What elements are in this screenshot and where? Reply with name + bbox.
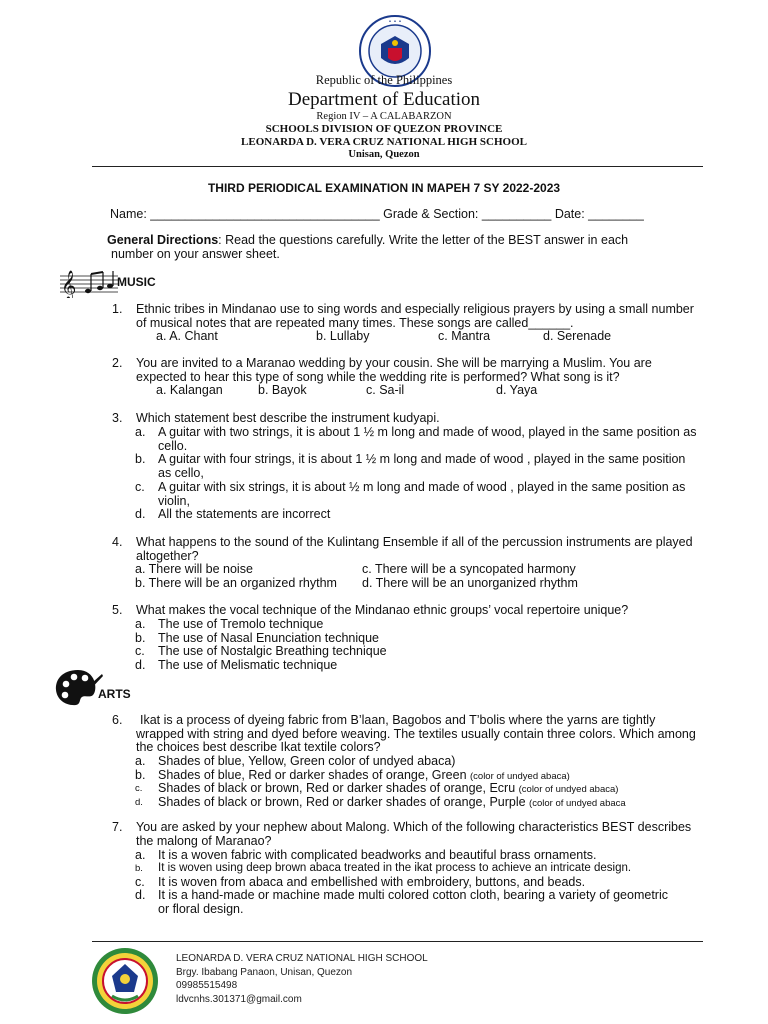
directions-text-2: number on your answer sheet.	[111, 246, 280, 261]
question-number: 1.	[112, 302, 123, 316]
question-1	[112, 303, 712, 331]
list-item	[135, 796, 715, 810]
option: c. There will be a syncopated harmony	[362, 562, 576, 576]
option: d. There will be an unorganized rhythm	[362, 576, 578, 590]
item-text: It is woven using deep brown abaca treated in the ikat process to achieve an intricate design.	[158, 862, 632, 874]
option: d. Serenade	[543, 329, 612, 343]
school-logo	[90, 946, 160, 1016]
footer-phone: 09985515498	[176, 980, 238, 991]
item-text: Shades of black or brown, Red or darker shades of orange, Ecru (color of undyed abaca)	[158, 781, 619, 795]
question-7	[112, 821, 712, 849]
department-title: Department of Education	[287, 89, 481, 110]
palette-icon	[54, 668, 104, 708]
svg-text:• • •: • • •	[388, 19, 402, 25]
item-letter: b.	[135, 631, 146, 645]
list-item	[135, 508, 705, 522]
question-text: What happens to the sound of the Kulintang Ensemble if all of the percussion instruments are played altogether?	[136, 535, 693, 563]
question-number: 2.	[112, 356, 123, 370]
item-note: (color of undyed abaca)	[518, 784, 619, 795]
item-text: All the statements are incorrect	[158, 507, 331, 521]
directions-label: General Directions	[107, 233, 219, 247]
question-4	[112, 536, 712, 564]
question-number: 4.	[112, 535, 123, 549]
item-note: (color of undyed abaca)	[470, 771, 570, 782]
question-text: What makes the vocal technique of the Mindanao ethnic groups’ vocal repertoire unique?	[136, 603, 629, 617]
option: b. There will be an organized rhythm	[135, 576, 337, 590]
item-text: Shades of blue, Red or darker shades of orange, Green (color of undyed abaca)	[158, 768, 570, 782]
region-text: Region IV – A CALABARZON	[316, 111, 452, 122]
item-text: The use of Tremolo technique	[158, 617, 324, 631]
question-text: Ikat is a process of dyeing fabric from B’laan, Bagobos and T’bolis where the yarns are tightly wrapped with string and dyed before weaving. The textiles usually contain three colors. Which among the choices best describe Ikat textile colors?	[136, 713, 696, 755]
item-text: It is woven from abaca and embellished with embroidery, buttons, and beads.	[158, 875, 586, 889]
name-line: Name: _________________________________ Grade & Section: __________ Date: ________	[110, 207, 644, 221]
arts-section-title: ARTS	[98, 687, 131, 701]
question-number: 7.	[112, 820, 123, 834]
item-letter: a.	[135, 425, 146, 439]
list-item	[135, 426, 705, 454]
question-text: Which statement best describe the instrument kudyapi.	[136, 411, 440, 425]
item-text: A guitar with six strings, it is about ½ m long and made of wood , played in the same position as violin,	[158, 480, 686, 508]
directions-text: : Read the questions carefully. Write the letter of the BEST answer in each	[218, 233, 629, 247]
option: c. Sa-il	[366, 383, 405, 397]
option: d. Yaya	[496, 383, 538, 397]
question-5	[112, 604, 712, 618]
item-text: Shades of blue, Yellow, Green color of undyed abaca)	[158, 754, 456, 768]
svg-text:𝄞: 𝄞	[61, 271, 77, 298]
list-item	[135, 453, 705, 481]
item-letter: d.	[135, 888, 146, 902]
option: b. Bayok	[258, 383, 307, 397]
item-text: Shades of black or brown, Red or darker shades of orange, Purple (color of undyed abaca	[158, 795, 626, 809]
q1-options	[156, 330, 696, 344]
item-letter: c.	[135, 875, 145, 889]
item-letter: d.	[135, 797, 143, 808]
item-letter: a.	[135, 848, 146, 862]
question-text: You are asked by your nephew about Malong. Which of the following characteristics BEST describes the malong of Maranao?	[136, 820, 692, 848]
question-2	[112, 357, 712, 385]
footer-divider	[92, 941, 703, 942]
q2-options	[156, 384, 696, 398]
republic-text: Republic of the Philippines	[315, 73, 453, 87]
division-text: SCHOOLS DIVISION OF QUEZON PROVINCE	[265, 123, 503, 135]
question-3	[112, 412, 712, 426]
list-item	[135, 645, 705, 659]
music-notes-icon	[58, 266, 120, 298]
footer-address: Brgy. Ibabang Panaon, Unisan, Quezon	[176, 967, 353, 978]
option: a. Kalangan	[156, 383, 223, 397]
question-text: You are invited to a Maranao wedding by your cousin. She will be marrying a Muslim. You are expected to hear this type of song while the wedding rite is performed? What song is it?	[136, 356, 652, 384]
list-item	[135, 481, 705, 509]
footer-email[interactable]: ldvcnhs.301371@gmail.com	[176, 994, 302, 1005]
question-number: 3.	[112, 411, 123, 425]
general-directions	[107, 234, 697, 261]
list-item	[135, 618, 705, 632]
item-letter: d.	[135, 658, 146, 672]
list-item	[135, 862, 715, 876]
music-section-title: MUSIC	[117, 275, 156, 289]
item-text: A guitar with four strings, it is about 1 ½ m long and made of wood , played in the same position as cello,	[158, 452, 686, 480]
item-letter: a.	[135, 617, 146, 631]
item-letter: c.	[135, 480, 145, 494]
option: a. A. Chant	[156, 329, 218, 343]
school-logo-icon	[90, 946, 160, 1016]
exam-title: THIRD PERIODICAL EXAMINATION IN MAPEH 7 SY 2022-2023	[207, 181, 561, 195]
question-number: 6.	[112, 713, 123, 727]
list-item	[135, 782, 715, 796]
item-text: It is a woven fabric with complicated beadworks and beautiful brass ornaments.	[158, 848, 597, 862]
item-letter: d.	[135, 507, 146, 521]
option: b. Lullaby	[316, 329, 370, 343]
item-text: It is a hand-made or machine made multi colored cotton cloth, bearing a variety of geometric or floral design.	[158, 888, 668, 916]
item-letter: b.	[135, 863, 143, 874]
question-text: Ethnic tribes in Mindanao use to sing words and especially religious prayers by using a small number of musical notes that are repeated many times. These songs are called______.	[136, 302, 694, 330]
item-letter: a.	[135, 754, 146, 768]
option: a. There will be noise	[135, 562, 253, 576]
question-number: 5.	[112, 603, 123, 617]
town-text: Unisan, Quezon	[348, 149, 420, 160]
item-letter: c.	[135, 783, 143, 794]
item-note: (color of undyed abaca	[529, 798, 626, 809]
question-6	[112, 714, 712, 756]
item-text: The use of Nasal Enunciation technique	[158, 631, 379, 645]
item-letter: b.	[135, 452, 146, 466]
item-text: The use of Melismatic technique	[158, 658, 338, 672]
list-item	[135, 849, 715, 863]
list-item	[135, 889, 715, 917]
school-text: LEONARDA D. VERA CRUZ NATIONAL HIGH SCHOOL	[241, 136, 527, 148]
list-item	[135, 755, 715, 769]
item-letter: c.	[135, 644, 145, 658]
header-divider	[92, 166, 703, 167]
footer-school: LEONARDA D. VERA CRUZ NATIONAL HIGH SCHOOL	[176, 953, 428, 964]
q4-options	[135, 563, 695, 591]
item-text: The use of Nostalgic Breathing technique	[158, 644, 387, 658]
item-letter: b.	[135, 768, 146, 782]
list-item	[135, 659, 705, 673]
option: c. Mantra	[438, 329, 491, 343]
item-text: A guitar with two strings, it is about 1 ½ m long and made of wood, played in the same position as cello.	[158, 425, 697, 453]
